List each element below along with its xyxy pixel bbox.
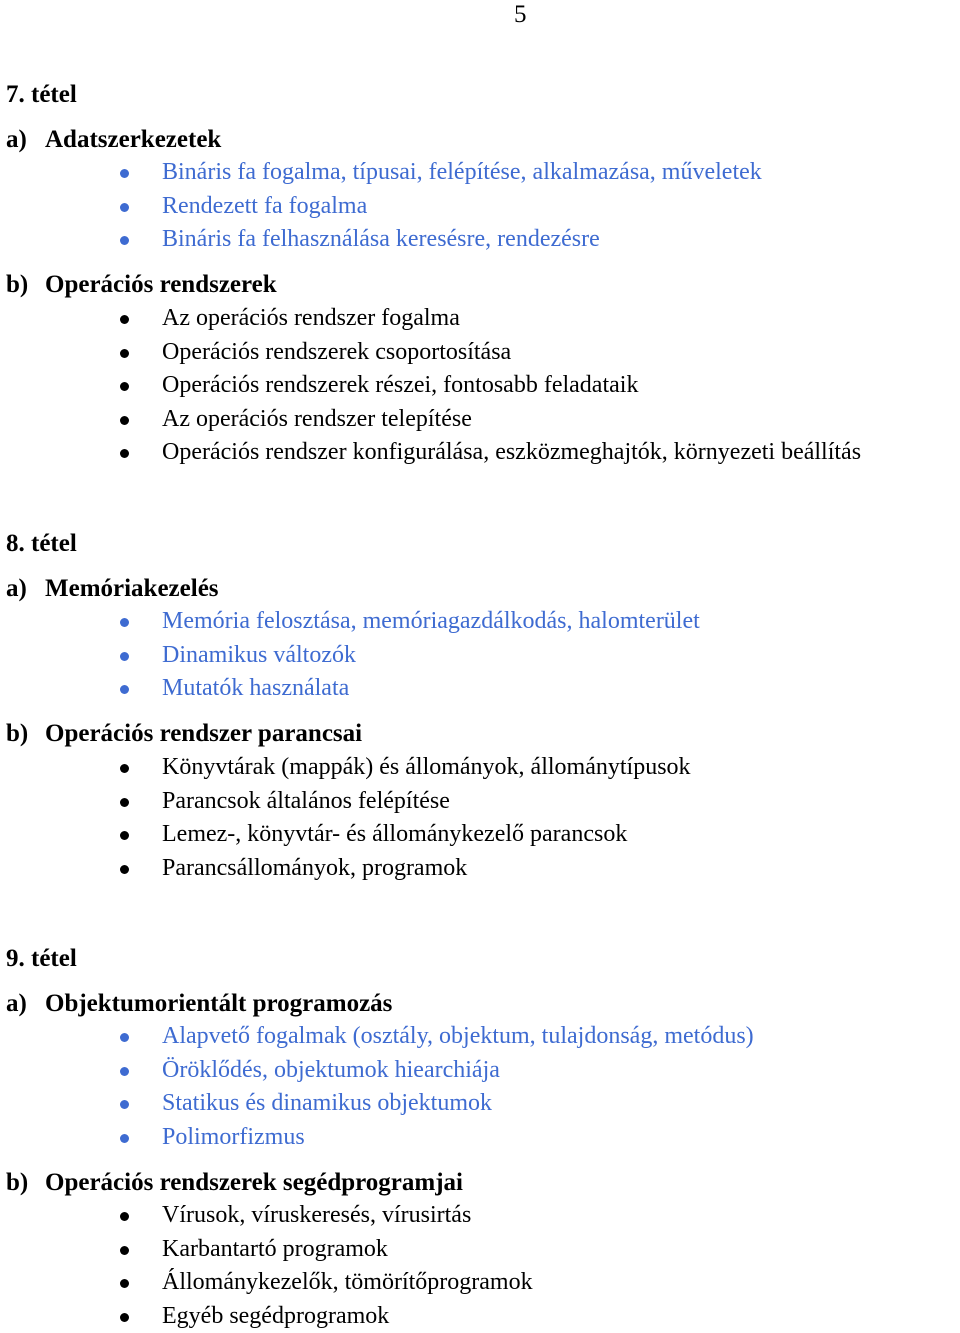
bullet-icon (120, 1067, 129, 1076)
list-item (112, 1087, 754, 1121)
list-item (112, 1266, 533, 1300)
section-letter: a) (6, 575, 27, 602)
section-letter: a) (6, 990, 27, 1017)
list-item (112, 605, 700, 639)
section-title: Memóriakezelés (45, 575, 219, 602)
list-item-text: Könyvtárak (mappák) és állományok, állománytípusok (162, 754, 691, 780)
list-item (112, 190, 762, 224)
section-title: Operációs rendszerek segédprogramjai (45, 1169, 463, 1196)
list-item-text: Polimorfizmus (162, 1123, 305, 1150)
tetel-7-title: 7. tétel (6, 81, 77, 108)
list-item (112, 302, 861, 336)
list-item (112, 403, 861, 437)
list-item (112, 818, 691, 852)
section-title: Operációs rendszerek (45, 271, 277, 298)
section-letter: a) (6, 126, 27, 153)
topic-list (112, 302, 861, 470)
list-item (112, 1121, 754, 1155)
bullet-icon (120, 382, 129, 391)
bullet-icon (120, 315, 129, 324)
list-item (112, 639, 700, 673)
topic-list (112, 1020, 754, 1154)
section-letter: b) (6, 1169, 29, 1196)
topic-list (112, 751, 691, 885)
bullet-icon (120, 1100, 129, 1109)
bullet-icon (120, 449, 129, 458)
tetel-8-title: 8. tétel (6, 530, 77, 557)
bullet-icon (120, 1246, 129, 1255)
section-heading (6, 989, 392, 1019)
list-item-text: Parancsok általános felépítése (162, 787, 450, 814)
bullet-icon (120, 865, 129, 874)
list-item (112, 336, 861, 370)
list-item (112, 1233, 533, 1267)
list-item (112, 751, 691, 785)
list-item-text: Lemez-, könyvtár- és állománykezelő parancsok (162, 821, 628, 847)
list-item-text: Az operációs rendszer fogalma (162, 305, 460, 331)
bullet-icon (120, 169, 129, 178)
list-item (112, 436, 861, 470)
section-title: Objektumorientált programozás (45, 990, 393, 1017)
section-title: Adatszerkezetek (45, 126, 222, 153)
list-item-text: Memória felosztása, memóriagazdálkodás, halomterület (162, 608, 700, 634)
section-heading (6, 270, 277, 300)
section-letter: b) (6, 271, 29, 298)
bullet-icon (120, 685, 129, 694)
list-item-text: Dinamikus változók (162, 641, 356, 668)
bullet-icon (120, 1134, 129, 1143)
list-item-text: Egyéb segédprogramok (162, 1302, 390, 1329)
list-item-text: Parancsállományok, programok (162, 854, 468, 881)
list-item-text: Rendezett fa fogalma (162, 192, 368, 219)
section-heading (6, 125, 221, 155)
bullet-icon (120, 798, 129, 807)
bullet-icon (120, 618, 129, 627)
list-item-text: Operációs rendszerek csoportosítása (162, 338, 512, 365)
topic-list (112, 156, 762, 257)
list-item-text: Operációs rendszerek részei, fontosabb feladataik (162, 372, 639, 398)
list-item-text: Alapvető fogalmak (osztály, objektum, tulajdonság, metódus) (162, 1023, 754, 1049)
list-item-text: Statikus és dinamikus objektumok (162, 1090, 492, 1116)
list-item-text: Az operációs rendszer telepítése (162, 405, 472, 432)
list-item-text: Bináris fa fogalma, típusai, felépítése, alkalmazása, műveletek (162, 159, 762, 185)
list-item-text: Állománykezelők, tömörítőprogramok (162, 1269, 533, 1295)
bullet-icon (120, 652, 129, 661)
list-item (112, 852, 691, 886)
list-item (112, 785, 691, 819)
list-item-text: Mutatók használata (162, 675, 350, 701)
list-item (112, 1199, 533, 1233)
section-heading (6, 719, 362, 749)
section-heading (6, 574, 219, 604)
list-item (112, 156, 762, 190)
list-item-text: Operációs rendszer konfigurálása, eszközmeghajtók, környezeti beállítás (162, 439, 862, 465)
bullet-icon (120, 236, 129, 245)
list-item-text: Vírusok, víruskeresés, vírusirtás (162, 1202, 472, 1228)
list-item-text: Bináris fa felhasználása keresésre, rendezésre (162, 226, 600, 252)
bullet-icon (120, 764, 129, 773)
list-item (112, 223, 762, 257)
list-item (112, 1054, 754, 1088)
list-item (112, 1300, 533, 1333)
bullet-icon (120, 1212, 129, 1221)
bullet-icon (120, 1279, 129, 1288)
bullet-icon (120, 203, 129, 212)
topic-list (112, 1199, 533, 1333)
list-item (112, 672, 700, 706)
bullet-icon (120, 1033, 129, 1042)
page-number: 5 (514, 1, 527, 28)
section-heading (6, 1168, 463, 1198)
list-item (112, 1020, 754, 1054)
section-title: Operációs rendszer parancsai (45, 720, 363, 747)
bullet-icon (120, 349, 129, 358)
list-item-text: Karbantartó programok (162, 1235, 388, 1262)
list-item-text: Öröklődés, objektumok hiearchiája (162, 1056, 500, 1083)
section-letter: b) (6, 720, 29, 747)
list-item (112, 369, 861, 403)
topic-list (112, 605, 700, 706)
tetel-9-title: 9. tétel (6, 945, 77, 972)
bullet-icon (120, 416, 129, 425)
bullet-icon (120, 1313, 129, 1322)
bullet-icon (120, 831, 129, 840)
